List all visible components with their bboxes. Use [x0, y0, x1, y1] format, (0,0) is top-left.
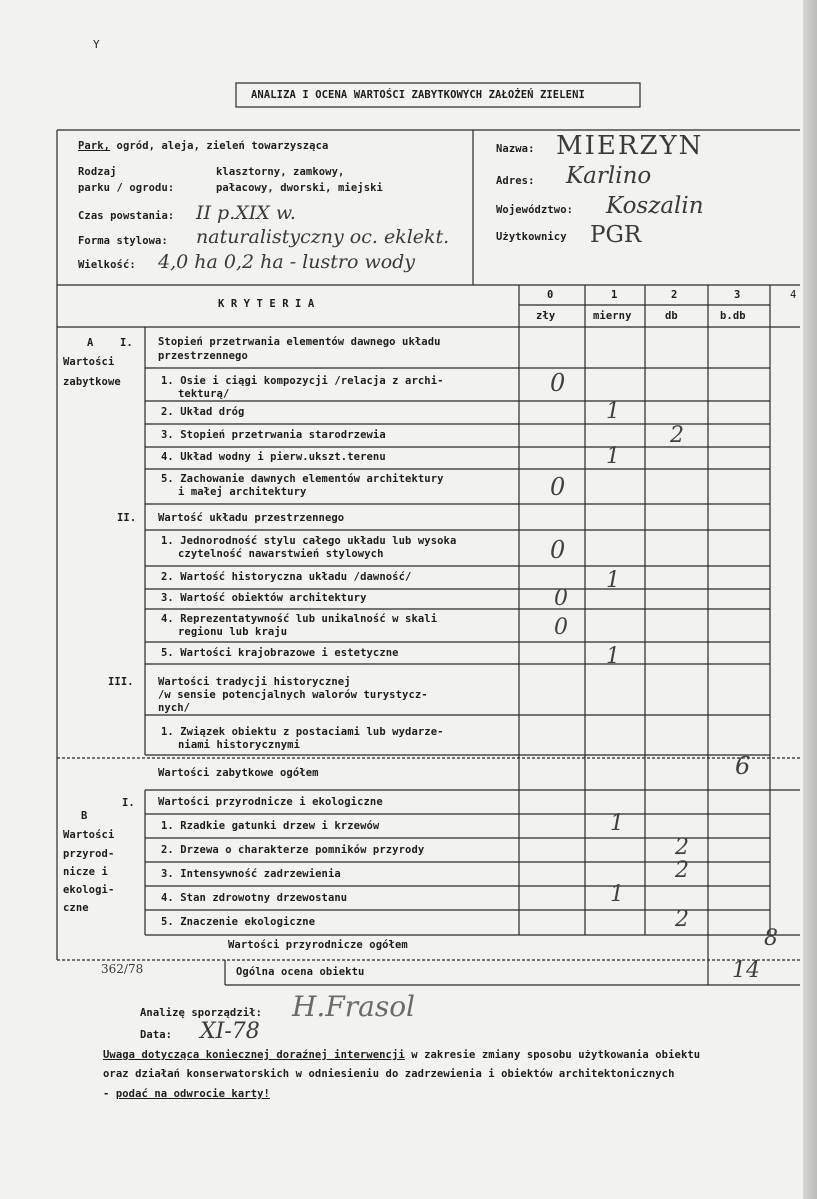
- score-mark: 0: [550, 473, 566, 501]
- section-b-label: nicze i: [63, 866, 108, 878]
- section-a-label-1: Wartości: [63, 356, 115, 368]
- group-1-title-2: przestrzennego: [158, 350, 248, 362]
- section-b-letter: B: [81, 810, 88, 822]
- criterion-row: 3. Intensywność zadrzewienia: [161, 868, 341, 880]
- data-label: Data:: [140, 1029, 173, 1041]
- criterion-row: 1. Osie i ciągi kompozycji /relacja z archi-: [161, 375, 444, 387]
- score-mark: 1: [606, 644, 620, 669]
- score-mark: 2: [675, 858, 689, 883]
- rodzaj-label-1: Rodzaj: [78, 166, 117, 178]
- overall-value: 14: [732, 958, 760, 983]
- note-dash: -: [103, 1088, 116, 1100]
- nazwa-value: MIERZYN: [556, 131, 704, 161]
- note-line-3: [103, 1088, 270, 1100]
- total-przyrodnicze-label: Wartości przyrodnicze ogółem: [228, 939, 408, 951]
- wojewodztwo-value: Koszalin: [606, 193, 704, 219]
- score-mark: 1: [610, 882, 624, 907]
- note-line-3-text: podać na odwrocie karty!: [115, 1088, 270, 1100]
- group-3-roman: III.: [108, 676, 134, 688]
- data-value: XI-78: [200, 1019, 260, 1044]
- sporzadzil-label: Analizę sporządził:: [140, 1007, 263, 1019]
- total-przyrodnicze-value: 8: [764, 926, 778, 951]
- group-1-title: Stopień przetrwania elementów dawnego układu: [158, 336, 441, 348]
- criterion-row: 1. Rzadkie gatunki drzew i krzewów: [161, 820, 380, 832]
- note-line-1: Uwaga dotycząca koniecznej doraźnej interwencji w zakresie zmiany sposobu użytkowania obiektu: [103, 1049, 701, 1061]
- note-line-1-rest: w zakresie zmiany sposobu użytkowania obiektu: [404, 1049, 701, 1061]
- criterion-row: 5. Wartości krajobrazowe i estetyczne: [161, 647, 399, 659]
- criterion-row: 3. Stopień przetrwania starodrzewia: [161, 429, 386, 441]
- criterion-row: 2. Wartość historyczna układu /dawność/: [161, 571, 412, 583]
- criterion-row: 2. Drzewa o charakterze pomników przyrody: [161, 844, 425, 856]
- doc-number: 362/78: [101, 962, 144, 976]
- group-b-title: Wartości przyrodnicze i ekologiczne: [158, 796, 383, 808]
- score-header-num: 0: [547, 289, 554, 301]
- group-2-roman: II.: [117, 512, 137, 524]
- wielkosc-value: 4,0 ha 0,2 ha - lustro wody: [158, 251, 416, 273]
- score-mark: 0: [550, 369, 566, 397]
- total-zabytkowe-value: 6: [735, 752, 751, 780]
- adres-label: Adres:: [496, 175, 535, 187]
- score-header-label: b.db: [720, 310, 746, 322]
- czas-label: Czas powstania:: [78, 210, 175, 222]
- section-a-roman: I.: [120, 337, 133, 349]
- score-header-label: zły: [536, 310, 556, 322]
- section-b-label: Wartości: [63, 829, 115, 841]
- object-type-text: ogród, aleja, zieleń towarzysząca: [110, 140, 329, 152]
- score-mark: 2: [675, 835, 689, 860]
- score-header-num: 2: [671, 289, 678, 301]
- object-type-line: Park, ogród, aleja, zieleń towarzysząca: [78, 140, 329, 152]
- group-2-title: Wartość układu przestrzennego: [158, 512, 345, 524]
- group-3-title: Wartości tradycji historycznej: [158, 676, 351, 688]
- group-3-title-2: /w sensie potencjalnych walorów turystycz-: [158, 689, 428, 701]
- score-mark: 1: [606, 399, 620, 424]
- criterion-row-cont: i małej architektury: [178, 486, 307, 498]
- section-b-label: przyrod-: [63, 848, 115, 860]
- wojewodztwo-label: Województwo:: [496, 204, 574, 216]
- score-header-num: 1: [611, 289, 618, 301]
- note-line-2: oraz działań konserwatorskich w odniesieniu do zadrzewienia i obiektów architektonicznych: [103, 1068, 675, 1080]
- adres-value: Karlino: [566, 163, 652, 189]
- criterion-row: 1. Jednorodność stylu całego układu lub wysoka: [161, 535, 457, 547]
- score-mark: 1: [606, 568, 620, 593]
- section-a-letter: A: [87, 337, 94, 349]
- criterion-row-cont: regionu lub kraju: [178, 626, 288, 638]
- uzytkownicy-value: PGR: [590, 222, 642, 248]
- criterion-row: 1. Związek obiektu z postaciami lub wydarze-: [161, 726, 444, 738]
- forma-label: Forma stylowa:: [78, 235, 168, 247]
- criterion-row-cont: czytelność nawarstwień stylowych: [178, 548, 384, 560]
- criterion-row: 4. Reprezentatywność lub unikalność w skali: [161, 613, 438, 625]
- form-title: ANALIZA I OCENA WARTOŚCI ZABYTKOWYCH ZAŁOŻEŃ ZIELENI: [251, 89, 585, 101]
- czas-value: II p.XIX w.: [196, 202, 296, 224]
- rodzaj-label-2: parku / ogrodu:: [78, 182, 175, 194]
- criterion-row: 5. Znaczenie ekologiczne: [161, 916, 316, 928]
- section-b-roman: I.: [122, 797, 135, 809]
- score-mark: 1: [610, 811, 624, 836]
- score-mark: 1: [606, 444, 620, 469]
- rodzaj-option-2: pałacowy, dworski, miejski: [216, 182, 383, 194]
- criterion-row-cont: niami historycznymi: [178, 739, 301, 751]
- score-header-num: 4: [790, 289, 797, 301]
- score-mark: 0: [554, 615, 568, 640]
- section-b-label: czne: [63, 902, 89, 914]
- criterion-row: 4. Układ wodny i pierw.ukszt.terenu: [161, 451, 386, 463]
- criterion-row: 4. Stan zdrowotny drzewostanu: [161, 892, 348, 904]
- criterion-row: 2. Układ dróg: [161, 406, 245, 418]
- criterion-row: 5. Zachowanie dawnych elementów architektury: [161, 473, 444, 485]
- signature: H.Frasol: [292, 990, 416, 1023]
- kryteria-header: K R Y T E R I A: [218, 298, 315, 310]
- forma-value: naturalistyczny oc. eklekt.: [196, 226, 450, 248]
- criterion-row: 3. Wartość obiektów architektury: [161, 592, 367, 604]
- criterion-row-cont: tekturą/: [178, 388, 230, 400]
- uzytkownicy-label: Użytkownicy: [496, 231, 567, 243]
- group-3-title-3: nych/: [158, 702, 191, 714]
- overall-label: Ogólna ocena obiektu: [236, 966, 365, 978]
- section-a-label-2: zabytkowe: [63, 376, 121, 388]
- score-mark: 0: [554, 586, 568, 611]
- score-header-label: mierny: [593, 310, 632, 322]
- score-header-label: db: [665, 310, 678, 322]
- wielkosc-label: Wielkość:: [78, 259, 136, 271]
- score-mark: 0: [550, 536, 566, 564]
- corner-mark: Y: [93, 38, 100, 51]
- total-zabytkowe-label: Wartości zabytkowe ogółem: [158, 767, 319, 779]
- section-b-label: ekologi-: [63, 884, 115, 896]
- rodzaj-option-1: klasztorny, zamkowy,: [216, 166, 345, 178]
- score-mark: 2: [675, 907, 689, 932]
- score-header-num: 3: [734, 289, 741, 301]
- nazwa-label: Nazwa:: [496, 143, 535, 155]
- score-mark: 2: [670, 423, 684, 448]
